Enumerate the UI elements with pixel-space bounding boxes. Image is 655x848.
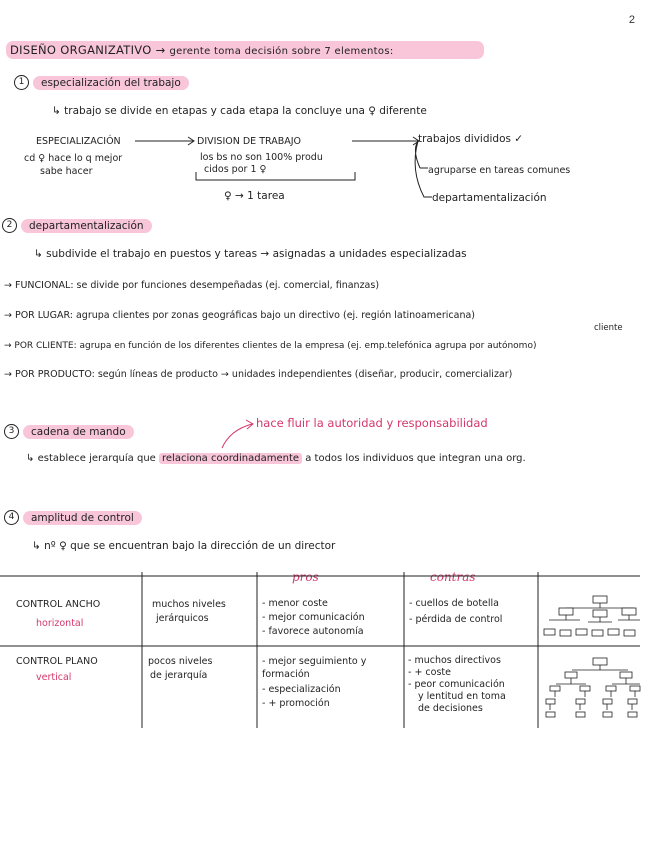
bracket-div-trabajo	[196, 172, 355, 180]
row2-contras-3: - peor comunicación	[408, 679, 505, 690]
row2-levels-1: pocos niveles	[148, 656, 213, 667]
section3-title: cadena de mando	[23, 425, 134, 439]
table-head-pros: pros	[292, 570, 319, 584]
dept-item-functional: → FUNCIONAL: se divide por funciones desempeñadas (ej. comercial, finanzas)	[4, 280, 380, 291]
page-number: 2	[628, 14, 635, 26]
header-title: DISEÑO ORGANIZATIVO	[10, 43, 152, 57]
header-arrow: →	[155, 43, 166, 57]
dept-item-client: → POR CLIENTE: agrupa en función de los diferentes clientes de la empresa (ej. emp.telefónica agrupa por autónomo)	[4, 341, 537, 351]
section4-number: 4	[4, 510, 19, 525]
esp-label: ESPECIALIZACIÓN	[36, 136, 121, 147]
header-subtitle: gerente toma decisión sobre 7 elementos:	[169, 46, 394, 57]
result-1: trabajos divididos ✓	[418, 133, 524, 145]
org-chart-flat-icon	[546, 658, 640, 717]
row1-pros-3: - favorece autonomía	[262, 626, 364, 637]
dept-item-location: → POR LUGAR: agrupa clientes por zonas geográficas bajo un directivo (ej. región latinoamericana)	[4, 310, 475, 321]
section3-line-highlight: relaciona coordinadamente	[159, 453, 302, 464]
row2-pros-4: - + promoción	[262, 698, 330, 709]
return-arrow-icon: ↳	[52, 105, 61, 117]
row2-contras-4: y lentitud en toma	[418, 691, 506, 702]
esp-desc-2: sabe hacer	[40, 166, 93, 177]
section2-number: 2	[2, 218, 17, 233]
section2-title: departamentalización	[21, 219, 152, 233]
div-label: DIVISION DE TRABAJO	[197, 136, 302, 147]
row1-contras-2: - pérdida de control	[409, 614, 503, 625]
row2-pros-2: formación	[262, 669, 310, 680]
return-arrow-icon: ↳	[34, 248, 43, 260]
row2-alt: vertical	[36, 672, 72, 683]
row1-pros-2: - mejor comunicación	[262, 612, 365, 623]
section1-number: 1	[14, 75, 29, 90]
row2-contras-5: de decisiones	[418, 703, 483, 714]
section1-title: especialización del trabajo	[33, 76, 189, 90]
section4-title: amplitud de control	[23, 511, 142, 525]
row2-levels-2: de jerarquía	[150, 670, 208, 681]
section4-line-text: nº ♀ que se encuentran bajo la dirección de un director	[44, 540, 336, 552]
section1-line-text: trabajo se divide en etapas y cada etapa la concluye una ♀ diferente	[64, 105, 427, 117]
arrow-esp-to-div	[135, 137, 194, 145]
branch-results	[415, 141, 432, 197]
row1-levels-2: jerárquicos	[156, 613, 209, 624]
result-3: departamentalización	[432, 192, 547, 204]
row2-pros-3: - especialización	[262, 684, 341, 695]
table-head-contras: contras	[430, 570, 476, 584]
section3-number: 3	[4, 424, 19, 439]
row2-contras-2: - + coste	[408, 667, 451, 678]
arrow-annotation	[222, 420, 253, 448]
row2-pros-1: - mejor seguimiento y	[262, 656, 367, 667]
return-arrow-icon: ↳	[26, 453, 35, 464]
section3-line-a: establece jerarquía que	[37, 453, 156, 464]
org-chart-wide-icon	[544, 596, 640, 636]
result-2: agruparse en tareas comunes	[428, 165, 571, 176]
arrow-div-to-results	[352, 137, 419, 145]
dept-item-product: → POR PRODUCTO: según líneas de producto → unidades independientes (diseñar, producir, comercializar)	[4, 369, 513, 380]
row1-levels-1: muchos niveles	[152, 599, 226, 610]
section2-note: cliente	[594, 323, 623, 333]
div-desc-1: los bs no son 100% produ	[200, 152, 323, 163]
section3-line-b: a todos los individuos que integran una org.	[305, 453, 526, 464]
row1-contras-1: - cuellos de botella	[409, 598, 500, 609]
esp-desc-1: cd ♀ hace lo q mejor	[24, 153, 123, 164]
row2-name: CONTROL PLANO	[16, 656, 98, 667]
row1-alt: horizontal	[36, 618, 84, 629]
return-arrow-icon: ↳	[32, 540, 41, 552]
row1-name: CONTROL ANCHO	[16, 599, 101, 610]
section3-annotation: hace fluir la autoridad y responsabilidad	[256, 416, 488, 430]
row1-pros-1: - menor coste	[262, 598, 328, 609]
div-desc-2: cidos por 1 ♀	[204, 164, 267, 175]
one-person-one-task: ♀ → 1 tarea	[224, 190, 285, 202]
row2-contras-1: - muchos directivos	[408, 655, 501, 666]
section2-line-text: subdivide el trabajo en puestos y tareas → asignadas a unidades especializadas	[46, 248, 467, 260]
